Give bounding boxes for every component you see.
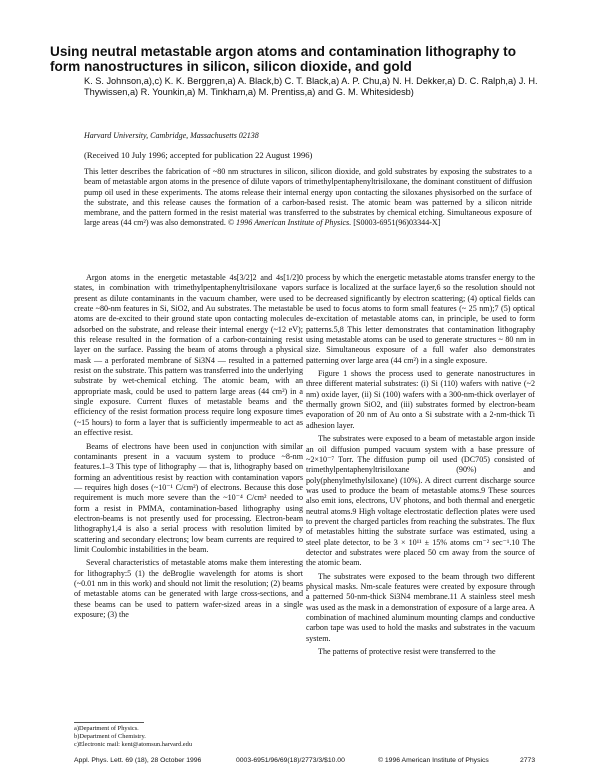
paragraph: Argon atoms in the energetic metastable 4s[3/2]2 and 4s[1/2]0 states, in combination with trimethylpentaphenyltrisiloxane vapors present as dilute contaminants in the vacuum chamber, were used to create ~80-nm features in Si, SiO2, and Au substrates. The metastable atoms are de-excited to their ground state upon contacting molecules adsorbed on the substrate, and release their internal energy (~12 eV); this release resulted in the formation of a carbon-containing resist layer on the surface. Passing the beam of atoms through a physical mask — a perforated membrane of Si3N4 — resulted in a patterned resist on the substrate. This pattern was transferred into the underlying substrate by wet-chemical etching. The atomic beam, with an appropriate mask, could be used to pattern large areas (44 cm²) in a single exposure. Current fluxes of metastable beams and the efficiency of the resist formation process require long exposure times (~15 hours) to form a layer that is sufficiently impermeable to act as an effective resist. (74, 273, 303, 438)
paper-title: Using neutral metastable argon atoms and contamination lithography to form nanostructures in silicon, silicon dioxide, and gold (50, 44, 517, 74)
footnote: b)Department of Chemistry. (74, 732, 146, 740)
paragraph: Beams of electrons have been used in conjunction with similar contaminants present in a vacuum system to produce ~8-nm features.1–3 This type of lithography — that is, lithography based on forming an adventitious resist by reaction with contamination vapors — requires high doses (~10⁻¹ C/cm²) of electrons. Because this dose requirement is much more severe than the ~10⁻⁴ C/cm² needed to form a resist in PMMA, contamination-based lithography using electron-beams is not presently used for processing. Electron-beam lithography1,4 is also a serial process with resolution limited by scattering and secondary electrons; low beam currents are required to limit Coulombic instabilities in the beam. (74, 441, 303, 554)
paragraph: Figure 1 shows the process used to generate nanostructures in three different material substrates: (i) Si (110) wafers with native (~2 nm) oxide layer, (ii) Si (100) wafers with a 300-nm-thick overlayer of thermally grown SiO2, and (iii) substrates formed by electron-beam evaporation of 20 nm of Au onto a Si substrate with a 2-nm-thick Ti adhesion layer. (306, 369, 535, 430)
abstract-text: This letter describes the fabrication of ~80 nm structures in silicon, silicon dioxide, and gold substrates by exposing the substrates to a beam of metastable argon atoms in the presence of dilute vapors of trimethylpentaphenyltrisiloxane, the dominant constituent of diffusion pump oil used in these experiments. The atoms release their internal energy upon contacting the siloxanes physisorbed on the surface of the substrate, and this release causes the formation of a carbon-based resist. The atomic beam was patterned by a silicon nitride membrane, and the pattern formed in the resist material was transferred to the substrates by chemical etching. Simultaneous exposure of large areas (44 cm²) was also demonstrated. (84, 167, 532, 228)
paragraph: The substrates were exposed to a beam of metastable argon inside an oil diffusion pumped vacuum system with a base pressure of ~2×10⁻⁷ Torr. The diffusion pump oil used (DC705) consisted of trimethylpentaphenyltrisiloxane (90%) and poly(phenylmethylsiloxane) (10%). A direct current discharge source was used to produce the beam of metastable atoms.9 These sources also emit ions, electrons, UV photons, and both thermal and energetic neutral atoms.9 High voltage electrostatic deflection plates were used to prevent the charged particles from reaching the substrates. The flux of metastables hitting the substrate surface was estimated, using a steel plate detector, to be 3 × 10¹¹ ± 15% atoms cm⁻² sec⁻¹.10 The detector and substrates were placed 50 cm away from the source of the atomic beam. (306, 434, 535, 568)
page-number: 2773 (520, 757, 536, 764)
abstract (84, 167, 532, 229)
footnote: c)Electronic mail: kent@atomsun.harvard.edu (74, 740, 193, 748)
copyright-note: © 1996 American Institute of Physics. (227, 218, 352, 228)
journal-citation: Appl. Phys. Lett. 69 (18), 28 October 1996 (74, 757, 202, 764)
paragraph: process by which the energetic metastable atoms transfer energy to the surface is localized at the surface layer,6 so the resolution should not be decreased significantly by electron scattering; (4) optical fields can be used to focus atoms to form small features (~ 25 nm);7 (5) optical de-excitation of metastable atoms can, in principle, be used to form patterns.5,8 This letter demonstrates that contamination lithography using metastable atoms can be used to generate structures ~ 80 nm in size. Simultaneous exposure of a full wafer also demonstrates patterning over large area (44 cm²) in a single exposure. (306, 273, 535, 365)
footnote: a)Department of Physics. (74, 725, 139, 732)
paragraph: The patterns of protective resist were transferred to the (318, 647, 496, 657)
footnotes (74, 725, 192, 748)
paragraph: Several characteristics of metastable atoms make them interesting for lithography:5 (1) the deBroglie wavelength for atoms is short (~0.01 nm in this work) and should not limit the resolution; (2) beams of metastable atoms can be generated with large cross-sections, and these beams can be used to pattern wafer-sized areas in a single exposure; (3) the (74, 558, 303, 619)
paragraph: The substrates were exposed to the beam through two different physical masks. Nm-scale features were created by exposure through a patterned 50-nm-thick Si3N4 membrane.11 A stainless steel mesh was used as the mask in a demonstration of exposure of a large area. A combination of machined aluminum mounting clamps and conductive carbon tape was used to hold the masks and substrates in the vacuum system. (306, 571, 535, 643)
affiliation: Harvard University, Cambridge, Massachusetts 02138 (84, 131, 259, 140)
footnote-rule (74, 722, 144, 723)
doi: [S0003-6951(96)03344-X] (353, 218, 441, 228)
author-list: K. S. Johnson,a),c) K. K. Berggren,a) A. Black,b) C. T. Black,a) A. P. Chu,a) N. H. Dekker,a) D. C. Ralph,a) J. H. Thywissen,a) R. Younkin,a) M. Tinkham,a) M. Prentiss,a) and G. M. Whitesidesb) (84, 76, 538, 97)
article-code: 0003-6951/96/69(18)/2773/3/$10.00 (236, 757, 345, 764)
received-date: (Received 10 July 1996; accepted for publication 22 August 1996) (84, 150, 313, 160)
body-column-left (74, 273, 303, 623)
body-column-right (306, 273, 535, 660)
footer-copyright: © 1996 American Institute of Physics (378, 757, 489, 764)
